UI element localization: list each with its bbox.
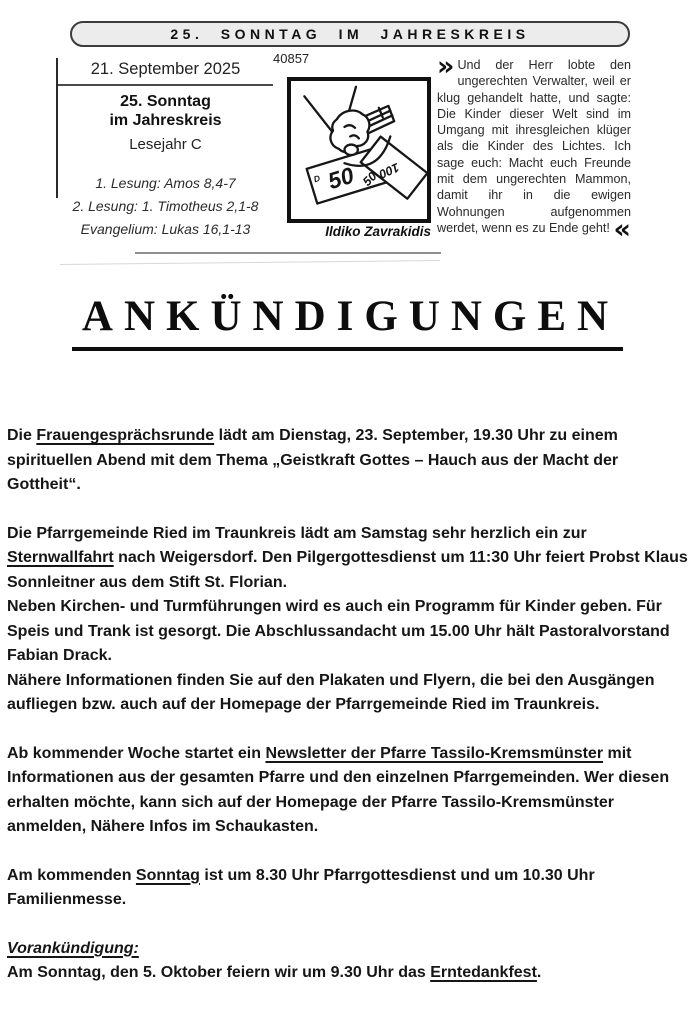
- text-segment: Am kommenden: [7, 866, 136, 884]
- announcement-paragraph: [7, 937, 688, 986]
- announcement-paragraph: [7, 522, 688, 718]
- thumb-tip: [344, 145, 357, 156]
- money-hand-drawing: [291, 81, 419, 211]
- text-segment: Sonntag: [135, 866, 200, 884]
- text-segment: lädt am Dienstag, 23. September, 19.30 Uhr zu einem spirituellen Abend mit dem Thema „Geistkraft Gottes – Hauch aus der Macht der Gottheit“.: [7, 427, 619, 493]
- text-segment: Die: [7, 427, 37, 444]
- text-segment: Am Sonntag, den 5. Oktober feiern wir um 9.30 Uhr das: [7, 964, 431, 981]
- banknote-100: [360, 137, 428, 200]
- announcement-paragraph: [7, 424, 688, 498]
- open-quote-icon: »: [437, 51, 453, 82]
- section-divider-shadow: [60, 260, 440, 265]
- text-segment: Vorankündigung:: [7, 939, 139, 957]
- sunday-title-line2: im Jahreskreis: [109, 112, 222, 129]
- header-banner: [70, 21, 630, 47]
- text-segment: .: [536, 964, 542, 981]
- announcement-paragraph: [7, 864, 688, 913]
- note-50-value: 50: [324, 161, 357, 195]
- lesejahr-label: Lesejahr C: [129, 136, 202, 153]
- reading-item: 1. Lesung: Amos 8,4-7: [95, 175, 236, 191]
- note-50-letter: D: [312, 172, 322, 185]
- text-segment: Neben Kirchen- und Turmführungen wird es auch ein Programm für Kinder geben. Für Speis und Trank ist gesorgt. Die Abschlussandacht um 15.00 Uhr hält Pastoralvorstand Fabian Drack.: [7, 598, 670, 664]
- date-label: 21. September 2025: [58, 60, 273, 86]
- reading-item: 2. Lesung: 1. Timotheus 2,1-8: [72, 198, 259, 214]
- reading-item: Evangelium: Lukas 16,1-13: [80, 221, 251, 237]
- text-segment: Die Pfarrgemeinde Ried im Traunkreis lädt am Samstag sehr herzlich ein zur: [7, 524, 587, 542]
- readings-list: [58, 175, 273, 237]
- image-number: 40857: [273, 51, 310, 66]
- section-divider: [135, 252, 441, 254]
- announcement-paragraph: [7, 742, 688, 840]
- sunday-title-line1: 25. Sonntag: [120, 93, 211, 110]
- text-segment: Erntedankfest: [430, 964, 537, 981]
- text-segment: Frauengesprächsrunde: [36, 427, 215, 444]
- gospel-quote-text: Und der Herr lobte den ungerechten Verwalter, weil er klug gehandelt hatte, und sagte: Die Kinder dieser Welt sind im Umgang mit ihresgleichen klüger als die Kinder des Lichtes. Ich sage euch: Macht euch Freunde mit dem ungerechten Mammon, damit ihr in die ewigen Wohnungen aufgenommen werdet, wenn es zu Ende geht!: [437, 58, 631, 235]
- banner-title: 25. SONNTAG IM JAHRESKREIS: [170, 26, 530, 42]
- illustration-caption: Ildiko Zavrakidis: [325, 224, 431, 239]
- note-100-value: 100: [376, 159, 402, 182]
- note-50-corner: 50: [359, 169, 380, 189]
- money-hand-illustration: [287, 77, 431, 223]
- text-segment: Sternwallfahrt: [7, 549, 114, 566]
- page-title: ANKÜNDIGUNGEN: [72, 294, 623, 351]
- sunday-title: [58, 92, 273, 130]
- text-segment: Ab kommender Woche startet ein: [7, 744, 266, 762]
- gospel-quote: [437, 51, 631, 245]
- heading-wrap: [0, 294, 695, 351]
- sunday-info-box: [58, 60, 273, 244]
- text-segment: Newsletter der Pfarre Tassilo-Kremsmünster: [265, 744, 604, 762]
- text-segment: Nähere Informationen finden Sie auf den Plakaten und Flyern, die bei den Ausgängen aufliegen bzw. auch auf der Homepage der Pfarrgemeinde Ried im Traunkreis.: [7, 671, 655, 713]
- text-segment: ist um 8.30 Uhr Pfarrgottesdienst und um 10.30 Uhr Familienmesse.: [7, 866, 595, 908]
- arm-line: [304, 96, 336, 136]
- text-segment: mit Informationen aus der gesamten Pfarre und den einzelnen Pfarrgemeinden. Wer diesen erhalten möchte, kann sich auf der Homepage der Pfarre Tassilo-Kremsmünster anmelden, Nähere Infos im Schaukasten.: [7, 744, 670, 835]
- text-segment: nach Weigersdorf. Den Pilgergottesdienst um 11:30 Uhr feiert Probst Klaus Sonnleitner aus dem Stift St. Florian.: [7, 549, 688, 591]
- close-quote-icon: «: [613, 213, 629, 245]
- announcements-body: [7, 424, 688, 1010]
